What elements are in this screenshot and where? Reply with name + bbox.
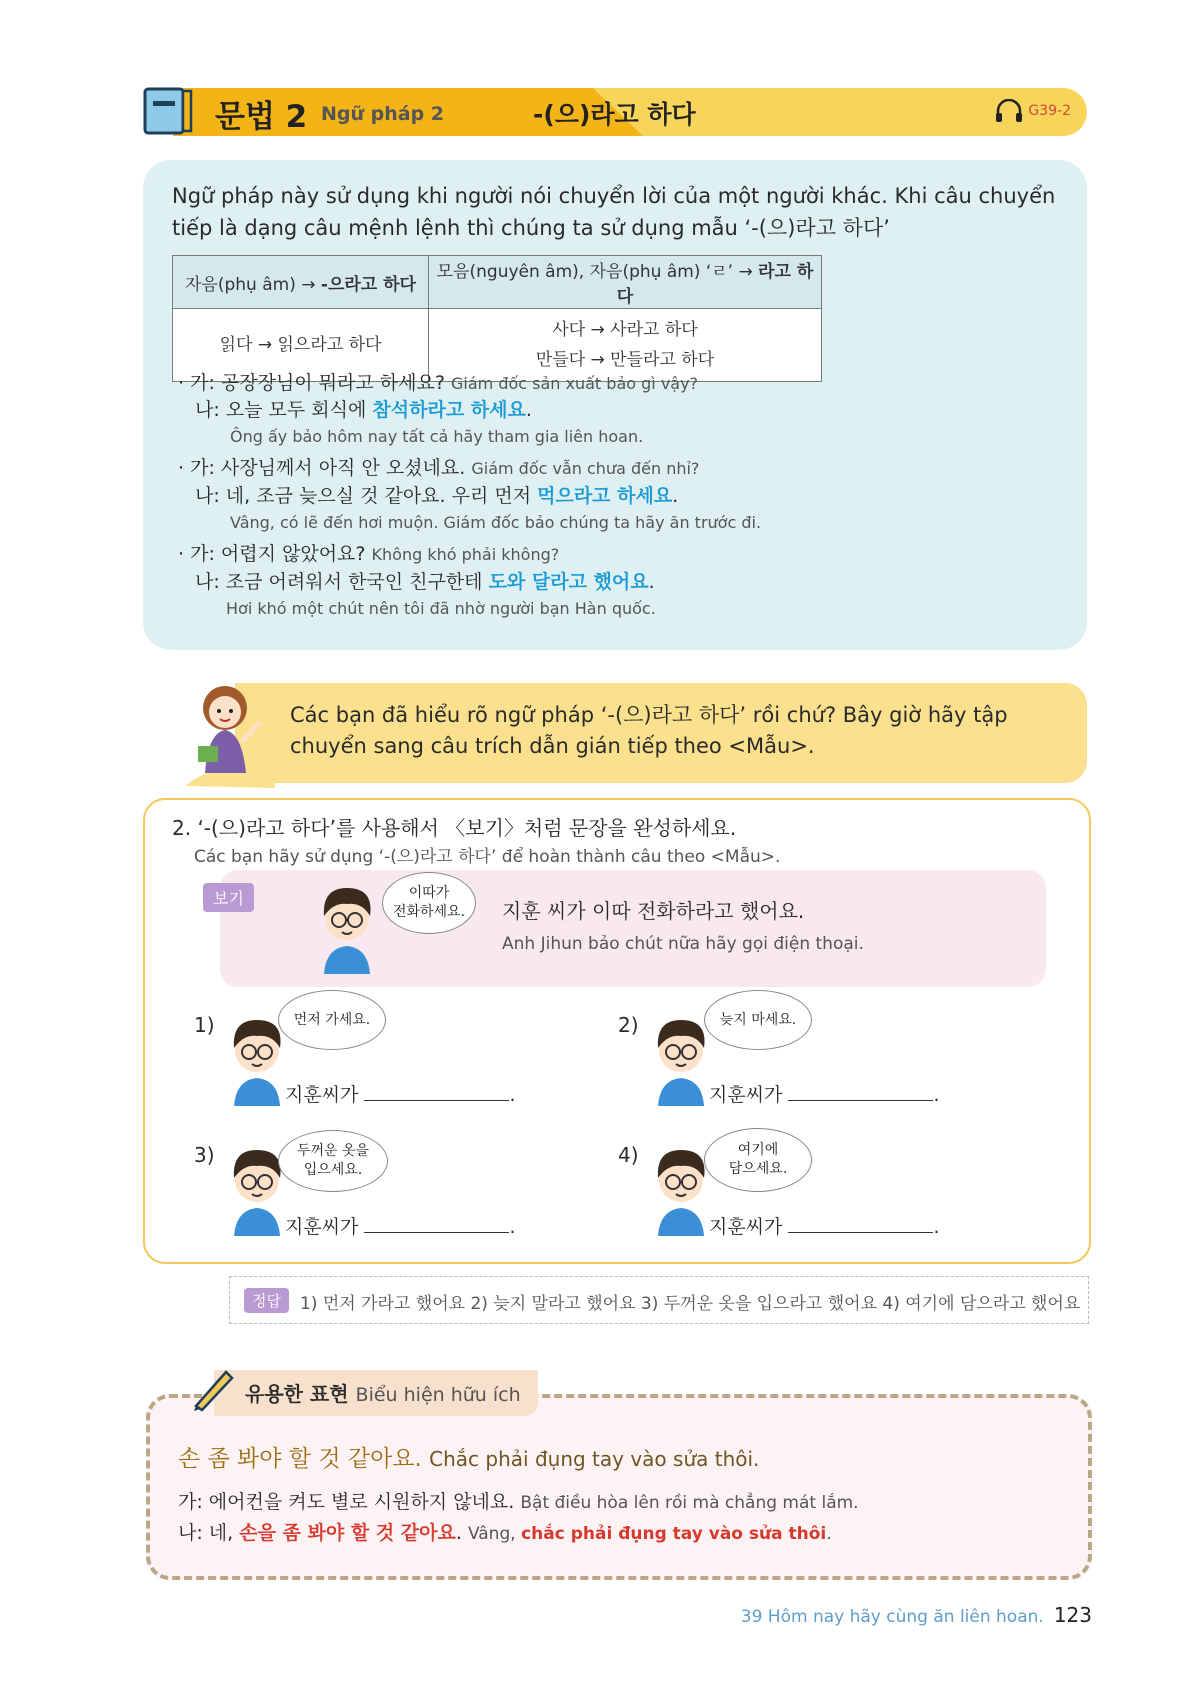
item-3-answer-line[interactable]: 지훈씨가 . bbox=[285, 1216, 516, 1238]
useful-expression-main: 손 좀 봐야 할 것 같아요. Chắc phải đụng tay vào sửa thôi. bbox=[178, 1446, 760, 1472]
sample-answer-translation: Anh Jihun bảo chút nữa hãy gọi điện thoại. bbox=[502, 934, 864, 954]
item-3-speech-bubble: 두꺼운 옷을 입으세요. bbox=[278, 1130, 388, 1192]
grammar-header bbox=[143, 85, 1087, 137]
chapter-title: 39 Hôm nay hãy cùng ăn liên hoan. bbox=[740, 1607, 1044, 1627]
grammar-pattern: -(으)라고 하다 bbox=[533, 100, 696, 129]
headphones-icon bbox=[994, 99, 1024, 123]
grammar-label: 문법 2 bbox=[215, 99, 308, 135]
item-1-answer-line[interactable]: 지훈씨가 . bbox=[285, 1084, 516, 1106]
teacher-icon bbox=[180, 678, 275, 788]
pencil-icon bbox=[190, 1364, 238, 1412]
example-3-na: 나: 조금 어려워서 한국인 친구한테 도와 달라고 했어요. bbox=[195, 571, 655, 593]
item-1-speech-bubble: 먼저 가세요. bbox=[278, 990, 386, 1050]
answer-tag: 정답 bbox=[244, 1288, 289, 1313]
table-cell-vowel-examples: 사다 → 사라고 하다 만들다 → 만들라고 하다 bbox=[429, 309, 822, 382]
teacher-prompt-text: Các bạn đã hiểu rõ ngữ pháp ‘-(으)라고 하다’ rồi chứ? Bây giờ hãy tập chuyển sang câu trích dẫn gián tiếp theo <Mẫu>. bbox=[290, 703, 1008, 758]
useful-expression-title: 유용한 표현 Biểu hiện hữu ích bbox=[245, 1382, 521, 1406]
item-1-number: 1) bbox=[194, 1013, 215, 1037]
answer-key bbox=[229, 1276, 1089, 1324]
explanation-text: Ngữ pháp này sử dụng khi người nói chuyển lời của một người khác. Khi câu chuyển tiếp là dạng câu mệnh lệnh thì chúng ta sử dụng mẫu ‘-(으)라고 하다’ bbox=[172, 184, 1056, 240]
table-header-vowel: 모음(nguyên âm), 자음(phụ âm) ‘ㄹ’ → 라고 하다 bbox=[429, 256, 822, 309]
item-2-number: 2) bbox=[618, 1013, 639, 1037]
item-2-blank[interactable] bbox=[788, 1082, 933, 1101]
item-4-number: 4) bbox=[618, 1143, 639, 1167]
example-3-na-translation: Hơi khó một chút nên tôi đã nhờ người bạn Hàn quốc. bbox=[226, 599, 656, 618]
grammar-label-vn: Ngữ pháp 2 bbox=[321, 103, 445, 125]
item-2-speech-bubble: 늦지 마세요. bbox=[704, 990, 812, 1050]
item-3-blank[interactable] bbox=[364, 1214, 509, 1233]
example-1-ga: · 가: 공장장님이 뭐라고 하세요? Giám đốc sản xuất bảo gì vậy? bbox=[178, 372, 699, 394]
item-2-answer-line[interactable]: 지훈씨가 . bbox=[709, 1084, 940, 1106]
useful-na-line: 나: 네, 손을 좀 봐야 할 것 같아요. Vâng, chắc phải đụng tay vào sửa thôi. bbox=[178, 1522, 832, 1544]
sample-tag: 보기 bbox=[203, 883, 254, 912]
item-1-blank[interactable] bbox=[364, 1082, 509, 1101]
item-4-blank[interactable] bbox=[788, 1214, 933, 1233]
audio-track-label: G39-2 bbox=[1028, 103, 1071, 119]
useful-ga-line: 가: 에어컨을 켜도 별로 시원하지 않네요. Bật điều hòa lên rồi mà chẳng mát lắm. bbox=[178, 1491, 859, 1513]
sample-speech-bubble: 이따가 전화하세요. bbox=[382, 872, 476, 934]
answer-text: 1) 먼저 가라고 했어요 2) 늦지 말라고 했어요 3) 두꺼운 옷을 입으라고 했어요 4) 여기에 담으라고 했어요 bbox=[300, 1294, 1081, 1314]
exercise-title: 2. ‘-(으)라고 하다’를 사용해서 〈보기〉처럼 문장을 완성하세요. bbox=[172, 816, 737, 840]
item-4-speech-bubble: 여기에 담으세요. bbox=[704, 1128, 812, 1192]
example-2-na: 나: 네, 조금 늦으실 것 같아요. 우리 먼저 먹으라고 하세요. bbox=[195, 485, 679, 507]
audio-track[interactable] bbox=[994, 99, 1071, 123]
table-header-consonant: 자음(phụ âm) → -으라고 하다 bbox=[173, 256, 429, 309]
boy-icon bbox=[312, 876, 382, 974]
example-1-na: 나: 오늘 모두 회식에 참석하라고 하세요. bbox=[195, 399, 532, 421]
example-1-na-translation: Ông ấy bảo hôm nay tất cả hãy tham gia liên hoan. bbox=[230, 427, 644, 446]
example-2-ga: · 가: 사장님께서 아직 안 오셨네요. Giám đốc vẫn chưa đến nhỉ? bbox=[178, 457, 700, 479]
example-2-na-translation: Vâng, có lẽ đến hơi muộn. Giám đốc bảo chúng ta hãy ăn trước đi. bbox=[230, 513, 762, 532]
exercise-subtitle: Các bạn hãy sử dụng ‘-(으)라고 하다’ để hoàn thành câu theo <Mẫu>. bbox=[194, 847, 781, 867]
table-cell-consonant-example: 읽다 → 읽으라고 하다 bbox=[173, 309, 429, 382]
conjugation-table bbox=[172, 255, 822, 382]
page-number: 123 bbox=[1053, 1603, 1092, 1627]
sample-answer: 지훈 씨가 이따 전화하라고 했어요. bbox=[502, 899, 805, 923]
book-icon bbox=[143, 85, 195, 137]
item-4-answer-line[interactable]: 지훈씨가 . bbox=[709, 1216, 940, 1238]
item-3-number: 3) bbox=[194, 1143, 215, 1167]
example-3-ga: · 가: 어렵지 않았어요? Không khó phải không? bbox=[178, 543, 560, 565]
page-footer bbox=[741, 1603, 1092, 1627]
